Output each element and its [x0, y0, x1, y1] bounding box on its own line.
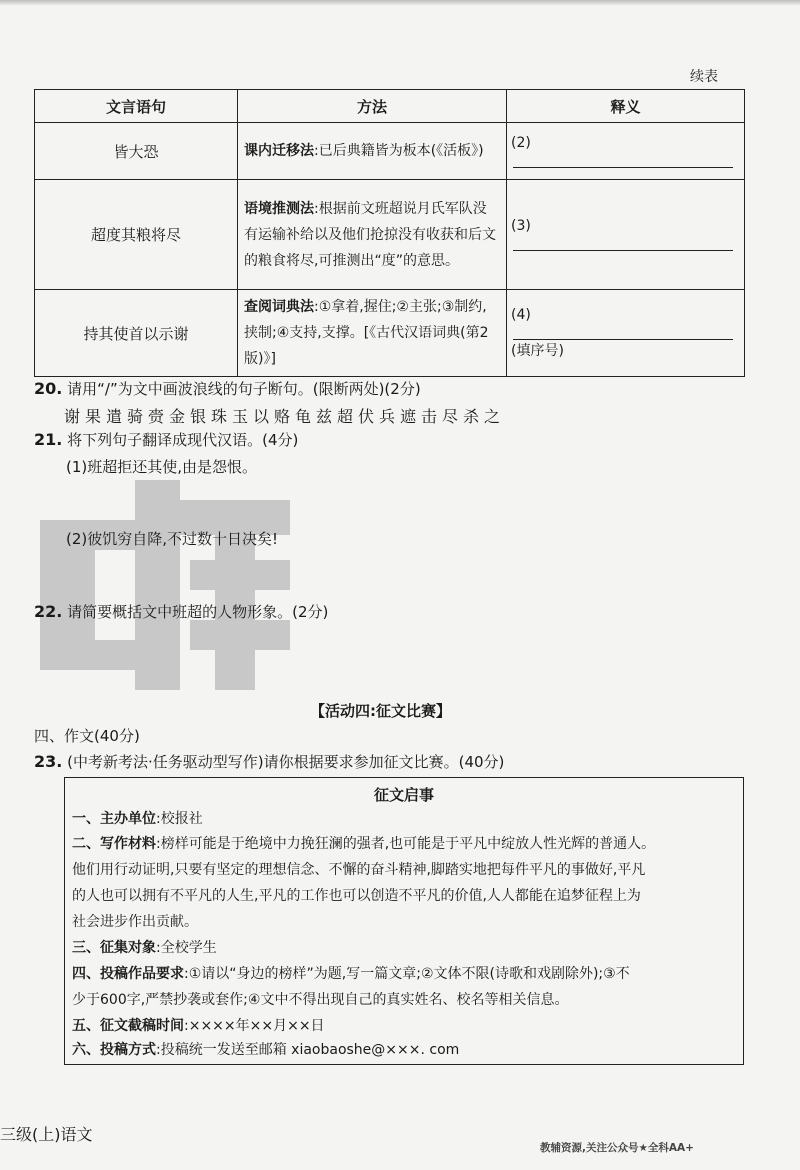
- notice-line: [72, 963, 630, 983]
- answer-label: (2): [511, 134, 531, 151]
- watermark-shape: [40, 480, 290, 690]
- notice-line: [72, 1015, 325, 1035]
- answer-label: (4): [511, 306, 531, 323]
- sentence-text: 持其使首以示谢: [83, 324, 189, 343]
- question-prompt: 请简要概括文中班超的人物形象。(2分): [67, 603, 329, 621]
- notice-line: [72, 937, 217, 957]
- sentence-cell: [35, 123, 238, 180]
- table-row: [35, 123, 745, 180]
- notice-line-text: :校报社: [156, 811, 203, 827]
- sentence-text: 皆大恐: [113, 142, 159, 161]
- question-prompt: 将下列句子翻译成现代汉语。(4分): [67, 431, 299, 449]
- notice-line: 他们用行动证明,只要有坚定的理想信念、不懈的奋斗精神,脚踏实地把每件平凡的事做好,平凡: [72, 862, 646, 878]
- notice-line: 社会进步作出贡献。: [72, 914, 198, 930]
- table-header-row: [35, 90, 745, 123]
- notice-line-title: 五、征文截稿时间: [72, 1018, 184, 1034]
- notice-line-title: 六、投稿方式: [72, 1042, 156, 1058]
- answer-blank[interactable]: [513, 151, 733, 168]
- translation-item-1: (1)班超拒还其使,由是怨恨。: [66, 458, 258, 476]
- sentence-text: 超度其粮将尽: [90, 226, 181, 244]
- notice-title: 征文启事: [373, 786, 434, 804]
- method-title: 语境推测法: [244, 200, 314, 217]
- essay-notice-box: [64, 777, 744, 1065]
- answer-label: (3): [511, 218, 531, 234]
- question-number: 22.: [34, 602, 63, 621]
- notice-line-text: :①请以“身边的榜样”为题,写一篇文章;②文体不限(诗歌和戏剧除外);③不: [184, 966, 630, 982]
- section-title: 四、作文(40分): [34, 727, 140, 745]
- question-21: [34, 429, 298, 450]
- table-row: [35, 180, 745, 290]
- method-title: 查阅词典法: [244, 299, 314, 315]
- method-text: :根据前文班超说月氏军队没有运输补给以及他们抢掠没有收获和后文的粮食将尽,可推测出“度”的意思。: [244, 200, 496, 269]
- footer-grade-subject: 三级(上)语文: [0, 1125, 93, 1144]
- answer-cell[interactable]: [507, 180, 745, 290]
- question-23: [34, 751, 504, 772]
- table-header-method: 方法: [238, 90, 507, 123]
- footer-promo: 教辅资源,关注公众号★全科AA+: [540, 1142, 694, 1154]
- notice-line: [72, 1039, 459, 1059]
- watermark-logo: [40, 480, 300, 690]
- notice-line-title: 四、投稿作品要求: [72, 966, 184, 982]
- page-top-edge: [0, 0, 800, 6]
- activity-title: 【活动四:征文比赛】: [310, 702, 451, 720]
- method-cell: [238, 123, 507, 180]
- method-text: :已后典籍皆为板本(《活板》): [314, 143, 484, 159]
- notice-line-title: 一、主办单位: [72, 811, 156, 827]
- answer-blank[interactable]: [513, 323, 733, 340]
- sentence-cell: [35, 290, 238, 377]
- question-20: [34, 378, 421, 399]
- notice-line: [72, 833, 655, 853]
- notice-line: 少于600字,严禁抄袭或套作;④文中不得出现自己的真实姓名、校名等相关信息。: [72, 992, 569, 1008]
- method-cell: [238, 290, 507, 377]
- method-title: 课内迁移法: [244, 143, 314, 159]
- wavy-line-sentence: 谢果遣骑赍金银珠玉以赂龟兹超伏兵遮击尽杀之: [64, 407, 506, 426]
- sentence-cell: [35, 180, 238, 290]
- question-22: [34, 601, 328, 622]
- notice-line-title: 三、征集对象: [72, 940, 156, 956]
- notice-line-text: :××××年××月××日: [184, 1018, 325, 1034]
- method-cell: [238, 180, 507, 290]
- method-text: :①拿着,握住;②主张;③制约,挟制;④支持,支撑。[《古代汉语词典(第2版)》]: [244, 299, 489, 367]
- translation-item-2: (2)彼饥穷自降,不过数十日决矣!: [66, 530, 279, 548]
- question-number: 23.: [34, 752, 63, 771]
- answer-note: (填序号): [511, 342, 564, 359]
- notice-line: [72, 808, 203, 828]
- answer-cell[interactable]: [507, 123, 745, 180]
- notice-line-text: :全校学生: [156, 940, 217, 956]
- classical-chinese-table: [34, 89, 745, 377]
- question-number: 20.: [34, 379, 63, 398]
- notice-line-text: :榜样可能是于绝境中力挽狂澜的强者,也可能是于平凡中绽放人性光辉的普通人。: [156, 836, 656, 852]
- continued-label: 续表: [690, 69, 718, 85]
- table-row: [35, 290, 745, 377]
- question-prompt: 请用“/”为文中画波浪线的句子断句。(限断两处)(2分): [67, 380, 421, 398]
- answer-cell[interactable]: [507, 290, 745, 377]
- answer-blank[interactable]: [513, 234, 733, 251]
- question-number: 21.: [34, 430, 63, 449]
- notice-line-title: 二、写作材料: [72, 836, 156, 852]
- table-header-sentence: 文言语句: [35, 90, 238, 123]
- table-header-meaning: 释义: [507, 90, 745, 123]
- notice-line: 的人也可以拥有不平凡的人生,平凡的工作也可以创造不平凡的价值,人人都能在追梦征程上为: [72, 888, 641, 904]
- question-prompt: (中考新考法·任务驱动型写作)请你根据要求参加征文比赛。(40分): [67, 753, 505, 771]
- notice-line-text: :投稿统一发送至邮箱 xiaobaoshe@×××. com: [156, 1042, 460, 1058]
